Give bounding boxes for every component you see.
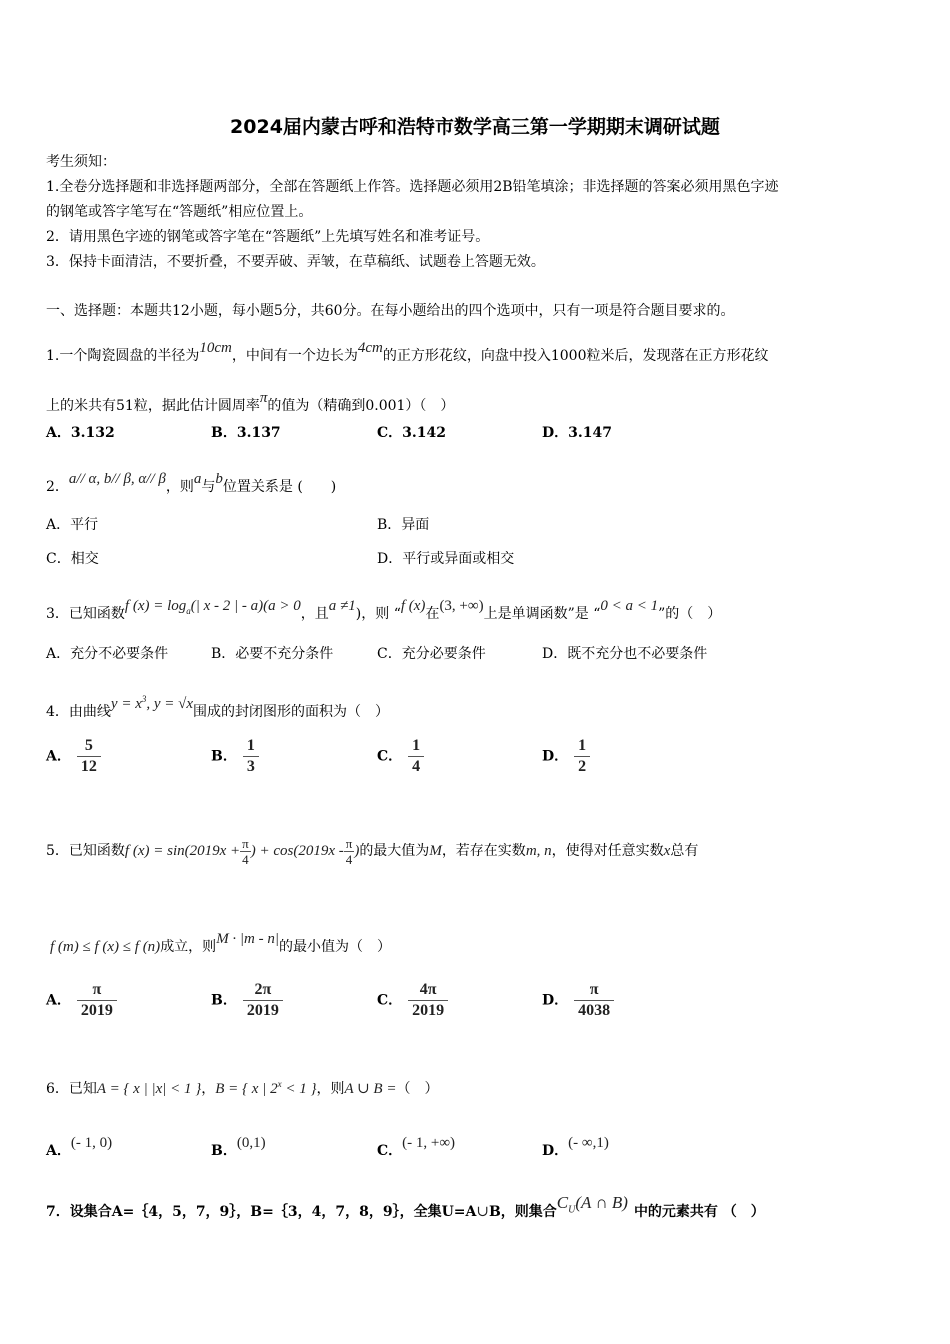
q4-option-d[interactable]: D． $\frac{1}{2}$ [542,736,590,777]
q4-option-a[interactable]: A． $\frac{5}{12}$ [46,736,101,777]
q2-option-d[interactable]: D．平行或异面或相交 [377,551,515,567]
q3-option-a[interactable]: A．充分不必要条件 [46,646,169,662]
q6-set-a: A = { x | |x| < 1 } [96,1081,202,1097]
q5-function: f (x) = sin(2019x + $\frac{\pi}{4}$ ) + cos(2019x - $\frac{\pi}{4}$ ) [124,836,360,868]
notice-item-2: 2．请用黑色字迹的钢笔或答字笔在“答题纸”上先填写姓名和准考证号。 [46,229,490,245]
q2-condition: a// α, b// β, α// β [68,471,166,487]
question-1-line-2: 上的米共有51粒，据此估计圆周率π的值为（精确到0.001）（ ） [46,390,455,414]
pi-symbol: π [259,390,268,406]
q5-option-a[interactable]: A． $\frac{\pi}{2019}$ [46,980,117,1021]
q6-set-b: B = { x | $2^x < 1$ } [215,1079,317,1097]
q3-function: f $(x) = \log_a(|$ x - 2 | - a)(a > 0 [124,598,301,616]
question-2: 2．a// α, b// β, α// β，则a与b位置关系是 ( ) [46,471,337,495]
question-5-line-1: 5．已知函数f (x) = sin(2019x + $\frac{\pi}{4}$ ) + cos(2019x - $\frac{\pi}{4}$ )的最大值为M，若存在实数m, n，使得对任意实数x总有 [46,836,699,868]
q4-curves: $y = x^3$, y = √x [110,694,194,712]
q5-option-d[interactable]: D． $\frac{\pi}{4038}$ [542,980,614,1021]
q2-option-c[interactable]: C．相交 [46,551,99,567]
q1-option-b[interactable]: B．3.137 [211,425,281,441]
q6-option-c[interactable]: C．(- 1, +∞) [377,1135,456,1159]
q4-option-b[interactable]: B． $\frac{1}{3}$ [211,736,259,777]
q3-option-c[interactable]: C．充分必要条件 [377,646,486,662]
q1-option-a[interactable]: A．3.132 [46,425,115,441]
question-3: 3．已知函数f $(x) = \log_a(|$ x - 2 | - a)(a > 0，且a ≠1)，则 “f (x)在(3, +∞)上是单调函数”是 “0 < a < 1”的（ ） [46,598,722,622]
notice-item-3: 3．保持卡面清洁，不要折叠，不要弄破、弄皱，在草稿纸、试题卷上答题无效。 [46,254,545,270]
exam-title: 2024届内蒙古呼和浩特市数学高三第一学期期末调研试题 [230,116,720,138]
question-6: 6．已知A = { x | |x| < 1 }，B = { x | $2^x < 1$ }，则A ∪ B =（ ） [46,1079,439,1097]
question-5-line-2: f (m) ≤ f (x) ≤ f (n)成立，则M · |m - n|的最小值为（ ） [50,931,392,955]
notice-item-1: 1.全卷分选择题和非选择题两部分，全部在答题纸上作答。选择题必须用2B铅笔填涂；非选择题的答案必须用黑色字迹 [46,179,779,195]
side-value: 4cm [357,340,383,356]
question-7: 7．设集合A=｛4，5，7，9｝，B=｛3，4，7，8，9｝，全集U=A∪B，则集合$C_U(A$ ∩ B) 中的元素共有 （ ） [46,1193,765,1220]
q5-option-b[interactable]: B． $\frac{2\pi}{2019}$ [211,980,283,1021]
q3-option-d[interactable]: D．既不充分也不必要条件 [542,646,708,662]
section-heading: 一、选择题：本题共12小题，每小题5分，共60分。在每小题给出的四个选项中，只有一项是符合题目要求的。 [46,303,735,319]
q6-option-d[interactable]: D．(- ∞,1) [542,1135,609,1159]
notice-heading: 考生须知： [46,154,116,170]
q4-option-c[interactable]: C． $\frac{1}{4}$ [377,736,424,777]
q1-option-c[interactable]: C．3.142 [377,425,446,441]
q2-option-a[interactable]: A．平行 [46,517,99,533]
q2-option-b[interactable]: B．异面 [377,517,430,533]
q5-option-c[interactable]: C． $\frac{4\pi}{2019}$ [377,980,448,1021]
question-4: 4．由曲线$y = x^3$, y = √x围成的封闭图形的面积为（ ） [46,694,390,720]
notice-item-1-cont: 的钢笔或答字笔写在“答题纸”相应位置上。 [46,204,313,220]
q1-option-d[interactable]: D．3.147 [542,425,612,441]
q3-option-b[interactable]: B．必要不充分条件 [211,646,334,662]
q6-option-b[interactable]: B．(0,1) [211,1135,266,1159]
q7-complement-expr: $C_U(A$ ∩ B) [556,1193,628,1216]
q5-inequality: f (m) ≤ f (x) ≤ f (n) [50,939,161,955]
radius-value: 10cm [199,340,232,356]
q6-option-a[interactable]: A．(- 1, 0) [46,1135,113,1159]
question-1-line-1: 1.一个陶瓷圆盘的半径为10cm，中间有一个边长为4cm的正方形花纹，向盘中投入1000粒米后，发现落在正方形花纹 [46,340,769,364]
